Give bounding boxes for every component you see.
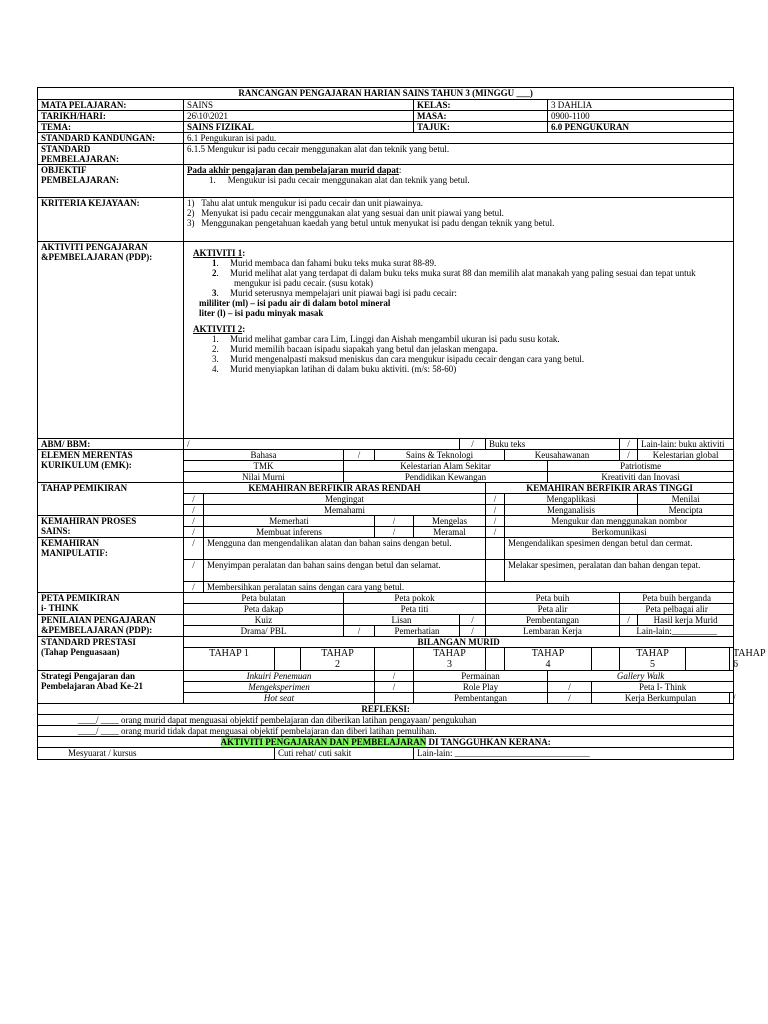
tahap-5: TAHAP 5 [620,648,686,671]
pp-lembaran: Lembaran Kerja [486,626,620,637]
tema-label: TEMA: [38,122,184,133]
km-item-5: Membersihkan peralatan sains dengan cara yang betul. [204,582,486,593]
kbat-header: KEMAHIRAN BERFIKIR ARAS TINGGI [486,483,734,494]
pp-check: / [460,626,486,637]
aktiviti-1-item: 3. Murid seterusnya mempelajari unit piawai bagi isi padu cecair: [212,288,457,298]
tahap-pemikiran-label: TAHAP PEMIKIRAN [38,483,184,516]
tp-check: / [184,494,204,505]
pp-check: / [344,626,375,637]
tp-mengaplikasi: Mengaplikasi [505,494,638,505]
aktiviti-1-item: 1. Murid membaca dan fahami buku teks muka surat 88-89. [212,258,437,268]
unit-liter: liter (l) – isi padu minyak masak [199,308,324,318]
kps-check: / [184,516,204,527]
km-check: / [184,582,204,593]
str-role-play: Role Play [414,682,548,693]
pp-check: / [460,615,486,626]
emk-alam-sekitar: Kelestarian Alam Sekitar [344,461,548,472]
kps-check: / [375,516,414,527]
tp-check: / [486,505,505,516]
aktiviti-1-title: AKTIVITI 1: [193,248,246,258]
peta-bulatan: Peta bulatan [184,593,344,604]
emk-keusahawanan: Keusahawanan [505,450,620,461]
str-gallery-walk: Gallery Walk [548,671,734,682]
tajuk-value: 6.0 PENGUKURAN [548,122,734,133]
tahap-6: TAHAP 6 [730,648,734,671]
abm-label: ABM/ BBM: [38,439,184,450]
str-inkuiri: Inkuiri Penemuan [184,671,375,682]
lesson-plan-table [37,87,766,760]
km-item-4: Melakar spesimen, peralatan dan bahan dengan tepat. [505,560,734,582]
str-permainan: Permainan [414,671,548,682]
str-check: / [375,671,414,682]
peta-alir: Peta alir [486,604,620,615]
pp-pemerhatian: Pemerhatian [375,626,460,637]
kps-mengukur: Mengukur dan menggunakan nombor [505,516,734,527]
kriteria-item: 3) Menggunakan pengetahuan kaedah yang betul untuk menyukat isi padu dengan teknik yang betul. [187,218,555,228]
refleksi-line-2: ____/ ____ orang murid tidak dapat menguasai objektif pembelajaran dan diberi latihan pemulihan. [38,726,734,737]
mata-pelajaran-label: MATA PELAJARAN: [38,100,184,111]
aktiviti-1-item: 2. Murid melihat alat yang terdapat di dalam buku teks muka surat 88 dan memilih alat manakah yang paling sesuai dan tepat untuk mengukur isi padu cecair. (susu kotak) [212,268,696,288]
km-item-3: Menyimpan peralatan dan bahan sains dengan betul dan selamat. [204,560,486,582]
refleksi-header: REFLEKSI: [38,704,734,715]
kbar-header: KEMAHIRAN BERFIKIR ARAS RENDAH [184,483,486,494]
kps-meramal: Meramal [414,527,486,538]
aktiviti-2-title: AKTIVITI 2: [193,324,246,334]
emk-sains-teknologi: Sains & Teknologi [375,450,505,461]
standard-pembelajaran-label: STANDARD PEMBELAJARAN: [38,144,184,165]
pp-drama: Drama/ PBL [184,626,344,637]
kemahiran-manipulatif-label: KEMAHIRAN MANIPULATIF: [38,538,184,593]
kriteria-kejayaan-label: KRITERIA KEJAYAAN: [38,198,184,242]
bilangan-murid-header: BILANGAN MURID [184,637,734,648]
tajuk-label: TAJUK: [414,122,548,133]
str-check: / [548,693,592,704]
peta-buih-berganda: Peta buih berganda [620,593,734,604]
unit-mililiter: mililiter (ml) – isi padu air di dalam botol mineral [199,298,391,308]
tp-mengingat: Mengingat [204,494,486,505]
kps-check: / [184,527,204,538]
kps-inferens: Membuat inferens [204,527,375,538]
aktiviti-label: AKTIVITI PENGAJARAN &PEMBELAJARAN (PDP): [38,242,184,439]
tahap-2: TAHAP 2 [301,648,375,671]
emk-patriotisme: Patriotisme [548,461,734,472]
pp-pembentangan: Pembentangan [486,615,620,626]
masa-value: 0900-1100 [548,111,734,122]
tp-mencipta: Mencipta [638,505,734,516]
standard-pembelajaran-value: 6.1.5 Mengukur isi padu cecair menggunakan alat dan teknik yang betul. [184,144,734,165]
abm-lain-lain: Lain-lain: buku aktiviti [638,439,734,450]
kps-check: / [375,527,414,538]
aktiviti-2-item: 3. Murid mengenalpasti maksud meniskus dan cara mengukur isipadu cecair dengan cara yang betul. [212,354,585,364]
objektif-label: OBJEKTIF PEMBELAJARAN: [38,165,184,198]
kps-label: KEMAHIRAN PROSES SAINS: [38,516,184,538]
str-check: / [375,682,414,693]
abm-check-1: / [184,439,460,450]
peta-buih: Peta buih [486,593,620,604]
strategi-label: Strategi Pengajaran dan Pembelajaran Abad Ke-21 [38,671,184,704]
pp-lisan: Lisan [344,615,460,626]
kriteria-item: 1) Tahu alat untuk mengukur isi padu cecair dan unit piawainya. [187,198,424,208]
kps-check: / [486,516,505,527]
str-peta-ithink: Peta I- Think [592,682,734,693]
tahap-4: TAHAP 4 [505,648,592,671]
kps-mengelas: Mengelas [414,516,486,527]
tangguh-lain: Lain-lain: ______________________________ [414,748,734,760]
aktiviti-2-item: 2. Murid memilih bacaan isipadu siapakah yang betul dan jelaskan mengapa. [212,344,498,354]
peta-pemikiran-label: PETA PEMIKIRAN i- THINK [38,593,184,615]
aktiviti-2-item: 4. Murid menyiapkan latihan di dalam buku aktiviti. (m/s: 58-60) [212,364,457,374]
km-check: / [184,560,204,582]
tangguh-cuti: Cuti rehat/ cuti sakit [275,748,414,760]
lesson-plan-document [37,87,766,760]
refleksi-line-1: ____/ ____ orang murid dapat menguasai objektif pembelajaran dan diberikan latihan pengayaan/ pengukuhan [38,715,734,726]
km-check: / [184,538,204,560]
str-check: / [548,682,592,693]
objektif-value: Pada akhir pengajaran dan pembelajaran murid dapat: 1. Mengukur isi padu cecair menggunakan alat dan teknik yang betul. [184,165,734,198]
peta-titi: Peta titi [344,604,486,615]
pp-kuiz: Kuiz [184,615,344,626]
tarikh-value: 26\10\2021 [184,111,414,122]
tangguh-mesyuarat: Mesyuarat / kursus [38,748,275,760]
kps-berkomunikasi: Berkomunikasi [505,527,734,538]
tp-check: / [184,505,204,516]
peta-pelbagai-alir: Peta pelbagai alir [620,604,734,615]
str-hot-seat: Hot seat [184,693,375,704]
tahap-1: TAHAP 1 [184,648,275,671]
tp-menganalisis: Menganalisis [505,505,638,516]
kelas-value: 3 DAHLIA [548,100,734,111]
emk-kreativiti: Kreativiti dan Inovasi [548,472,734,483]
pp-check: / [620,615,638,626]
abm-check-3: / [620,439,638,450]
tp-check: / [486,494,505,505]
tahap-3: TAHAP 3 [414,648,486,671]
str-mengeksperimen: Mengeksperimen [184,682,375,693]
kriteria-kejayaan-value [184,198,734,242]
kps-memerhati: Memerhati [204,516,375,527]
document-title: RANCANGAN PENGAJARAN HARIAN SAINS TAHUN 3 (MINGGU ___) [38,88,734,100]
mata-pelajaran-value: SAINS [184,100,414,111]
standard-kandungan-value: 6.1 Pengukuran isi padu. [184,133,734,144]
aktiviti-content [184,242,734,439]
str-kerja-berkumpulan: Kerja Berkumpulan [592,693,730,704]
pp-lain-lain: Lain-lain:__________ [620,626,734,637]
tp-memahami: Memahami [204,505,486,516]
emk-tmk: TMK [184,461,344,472]
emk-kewangan: Pendidikan Kewangan [344,472,548,483]
tangguh-header: AKTIVITI PENGAJARAN DAN PEMBELAJARAN DI TANGGUHKAN KERANA: [38,737,734,748]
km-item-1: Mengguna dan mengendalikan alatan dan bahan sains dengan betul. [204,538,486,560]
str-pembentangan: Pembentangan [414,693,548,704]
aktiviti-2-item: 1. Murid melihat gambar cara Lim, Linggi dan Aishah mengambil ukuran isi padu susu kotak. [212,334,560,344]
penilaian-label: PENILAIAN PENGAJARAN &PEMBELAJARAN (PDP): [38,615,184,637]
emk-bahasa: Bahasa [184,450,344,461]
pp-hasil-kerja: Hasil kerja Murid [638,615,734,626]
abm-check-2: / [460,439,486,450]
km-item-2: Mengendalikan spesimen dengan betul dan cermat. [505,538,734,560]
kelas-label: KELAS: [414,100,548,111]
peta-pokok: Peta pokok [344,593,486,604]
str-check: / [730,693,734,704]
abm-buku-teks: Buku teks [486,439,620,450]
emk-label: ELEMEN MERENTAS KURIKULUM (EMK): [38,450,184,483]
standard-kandungan-label: STANDARD KANDUNGAN: [38,133,184,144]
emk-nilai-murni: Nilai Murni [184,472,344,483]
tp-menilai: Menilai [638,494,734,505]
masa-label: MASA: [414,111,548,122]
tema-value: SAINS FIZIKAL [184,122,414,133]
emk-check-2: / [620,450,638,461]
emk-kelestarian-global: Kelestarian global [638,450,734,461]
tarikh-label: TARIKH/HARI: [38,111,184,122]
peta-dakap: Peta dakap [184,604,344,615]
kriteria-item: 2) Menyukat isi padu cecair menggunakan alat yang sesuai dan unit piawai yang betul. [187,208,504,218]
kps-check: / [486,527,505,538]
standard-prestasi-label: STANDARD PRESTASI (Tahap Penguasaan) [38,637,184,671]
emk-check-1: / [344,450,375,461]
